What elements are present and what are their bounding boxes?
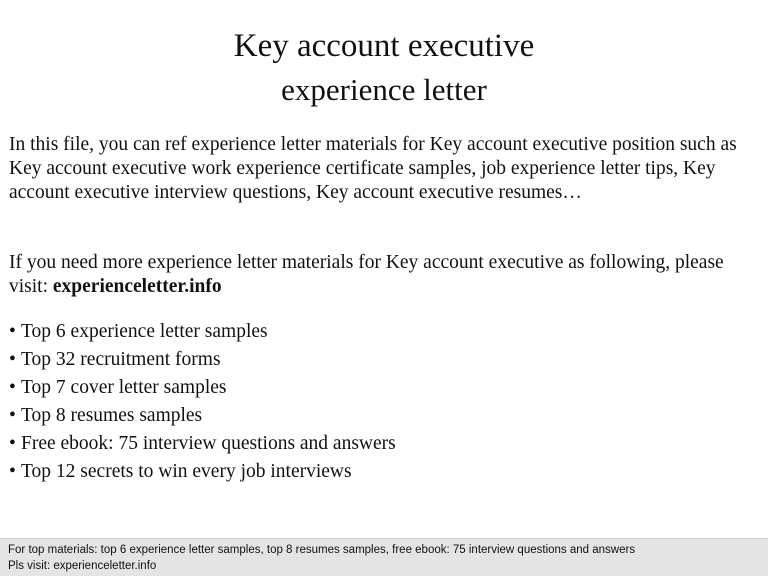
bullet-icon: • (9, 433, 16, 454)
visit-link[interactable]: experienceletter.info (52, 276, 222, 297)
list-item (9, 376, 749, 404)
footer-line-visit: Pls visit: experienceletter.info (8, 560, 157, 572)
list-item-label: Free ebook: 75 interview questions and answers (21, 433, 396, 454)
footer-bar (0, 538, 768, 576)
list-item-label: Top 32 recruitment forms (21, 349, 221, 370)
list-item (9, 432, 749, 460)
list-item-label: Top 12 secrets to win every job interviews (21, 461, 352, 482)
list-item-label: Top 6 experience letter samples (21, 321, 268, 342)
visit-paragraph (9, 251, 761, 299)
footer-line-materials: For top materials: top 6 experience letter samples, top 8 resumes samples, free ebook: 75 interview questions and answers (8, 544, 636, 556)
bullet-icon: • (9, 349, 16, 370)
page-title: Key account executive (233, 28, 535, 64)
list-item (9, 348, 749, 376)
page-subtitle: experience letter (281, 72, 487, 107)
bullet-list (9, 320, 749, 488)
intro-paragraph: In this file, you can ref experience letter materials for Key account executive position such as Key account executive work experience certificate samples, job experience letter tips, Key account executive interview questions, Key account executive resumes… (9, 134, 737, 203)
bullet-icon: • (9, 461, 16, 482)
list-item (9, 320, 749, 348)
bullet-icon: • (9, 377, 16, 398)
bullet-icon: • (9, 321, 16, 342)
visit-text: If you need more experience letter materials for Key account executive as following, please visit: (9, 252, 724, 297)
bullet-icon: • (9, 405, 16, 426)
list-item (9, 460, 749, 488)
list-item-label: Top 8 resumes samples (21, 405, 203, 426)
list-item (9, 404, 749, 432)
list-item-label: Top 7 cover letter samples (21, 377, 227, 398)
